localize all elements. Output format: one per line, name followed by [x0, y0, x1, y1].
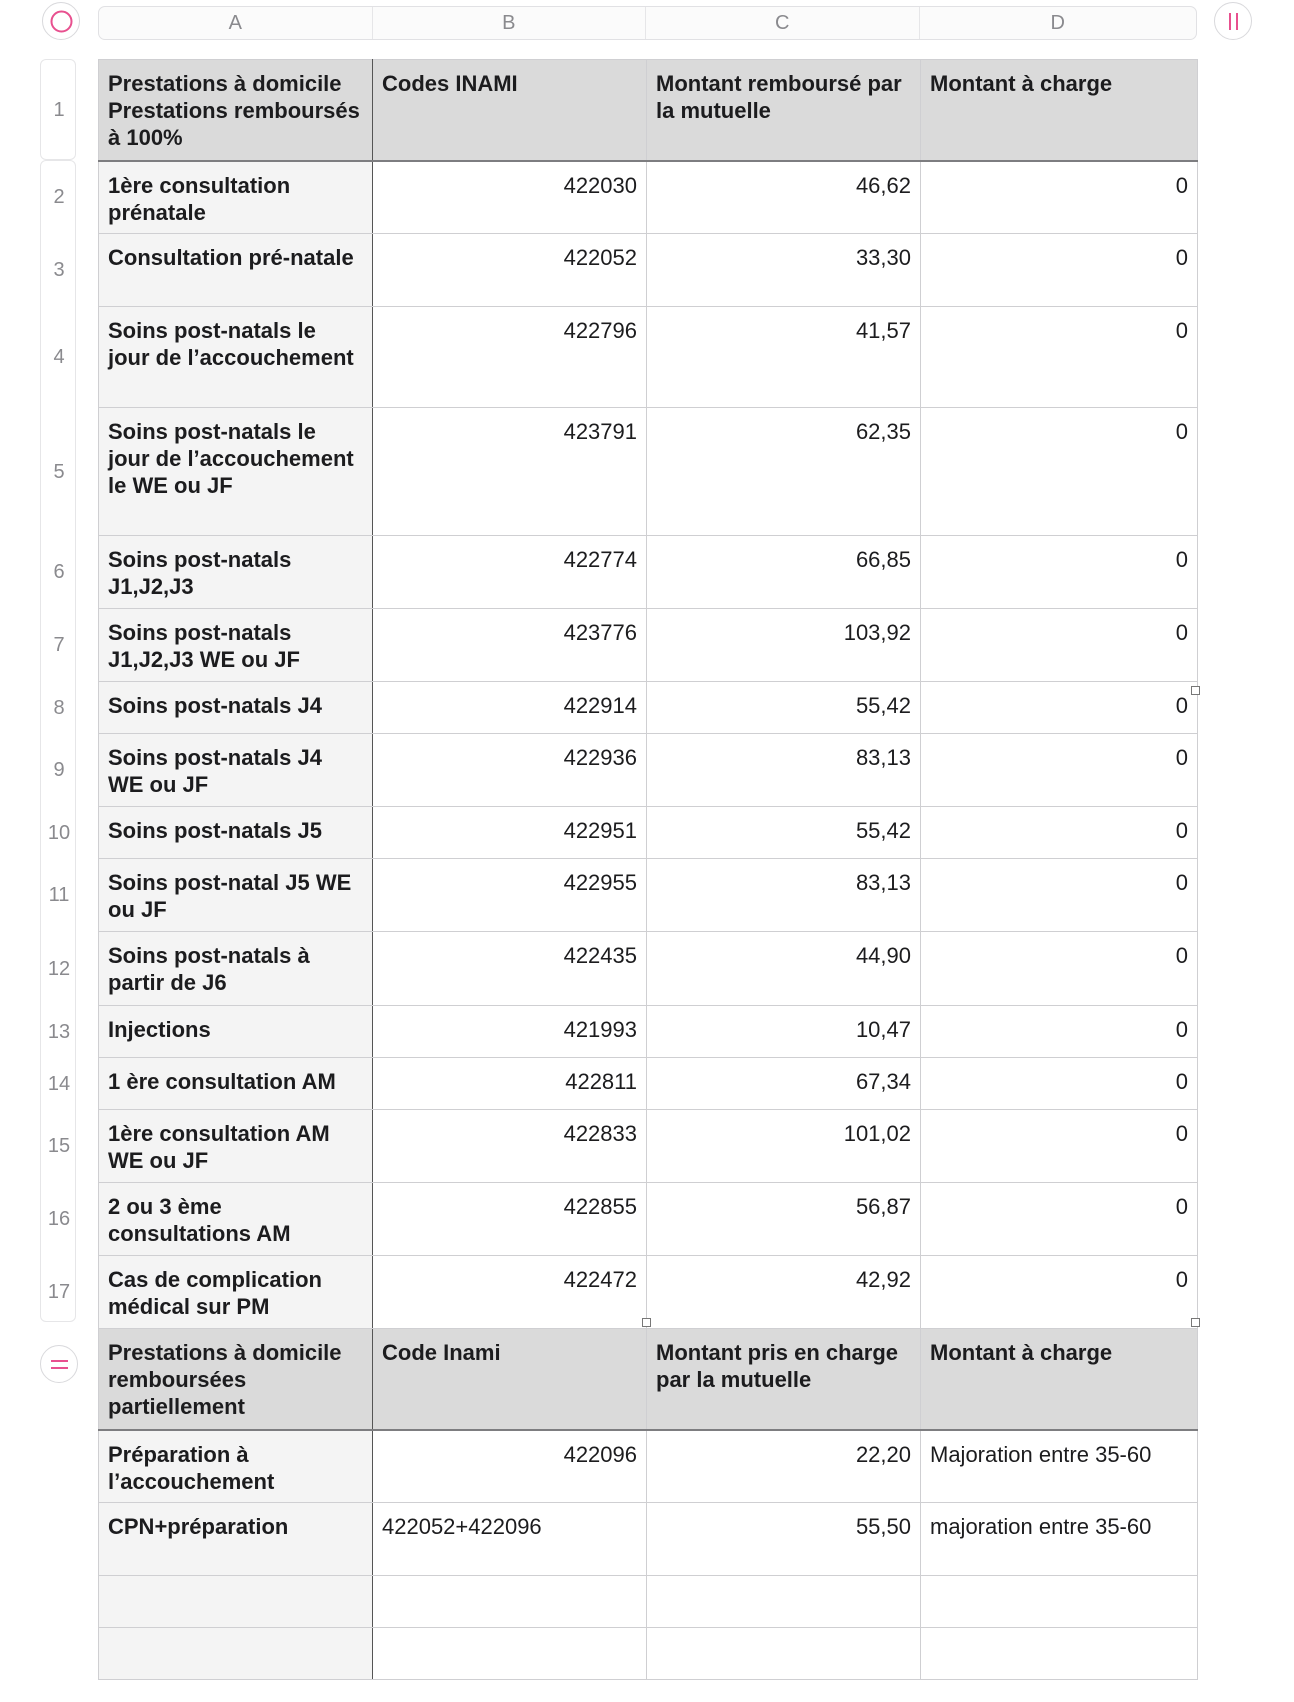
cell[interactable] — [373, 1628, 647, 1680]
column-header-d[interactable]: D — [1050, 11, 1065, 34]
cell[interactable]: 62,35 — [647, 408, 921, 536]
row-number[interactable]: 4 — [53, 346, 65, 368]
row-number[interactable]: 5 — [53, 460, 65, 483]
cell[interactable]: 103,92 — [647, 609, 921, 682]
cell[interactable] — [99, 1628, 373, 1680]
row-header-bar — [40, 160, 76, 1322]
cell[interactable]: Soins post-natals J5 — [99, 807, 373, 859]
cell[interactable]: 56,87 — [647, 1183, 921, 1256]
cell[interactable]: 0 — [921, 1058, 1198, 1110]
cell[interactable]: Soins post-natals le jour de l’accouchement — [99, 307, 373, 408]
cell[interactable]: 44,90 — [647, 932, 921, 1006]
cell[interactable]: 423791 — [373, 408, 647, 536]
cell[interactable]: Soins post-natals J1,J2,J3 WE ou JF — [99, 609, 373, 682]
cell[interactable]: 0 — [921, 536, 1198, 609]
table-row — [99, 1628, 1198, 1680]
cell[interactable]: 0 — [921, 932, 1198, 1006]
column-header-b[interactable]: B — [373, 7, 647, 39]
cell[interactable]: Soins post-natals à partir de J6 — [99, 932, 373, 1006]
select-table-button[interactable] — [42, 2, 80, 40]
cell[interactable]: 422774 — [373, 536, 647, 609]
cell[interactable]: 0 — [921, 734, 1198, 807]
cell[interactable]: Préparation à l’accouchement — [99, 1430, 373, 1503]
table-row — [99, 161, 1198, 234]
spreadsheet-table — [98, 59, 1198, 1680]
cell[interactable]: 33,30 — [647, 234, 921, 307]
cell[interactable]: 1ère consultation prénatale — [99, 161, 373, 234]
cell[interactable]: 41,57 — [647, 307, 921, 408]
cell[interactable]: 42,92 — [647, 1256, 921, 1329]
row-number[interactable]: 9 — [53, 759, 65, 781]
cell[interactable]: majoration entre 35-60 — [921, 1503, 1198, 1576]
cell[interactable]: Montant pris en charge par la mutuelle — [647, 1329, 921, 1430]
row-number[interactable]: 3 — [53, 259, 65, 281]
cell[interactable]: Injections — [99, 1006, 373, 1058]
cell[interactable]: Soins post-natals le jour de l’accouchement le WE ou JF — [99, 408, 373, 536]
cell[interactable]: Prestations à domicile remboursées partiellement — [99, 1329, 373, 1430]
cell[interactable]: 2 ou 3 ème consultations AM — [99, 1183, 373, 1256]
table-row — [99, 859, 1198, 932]
add-row-button[interactable] — [40, 1345, 78, 1383]
table-row — [99, 307, 1198, 408]
table-row — [99, 1110, 1198, 1183]
column-header-bar — [98, 6, 1197, 40]
table-row — [99, 1430, 1198, 1503]
table-row — [99, 734, 1198, 807]
cell[interactable] — [99, 1576, 373, 1628]
cell[interactable]: 1 ère consultation AM — [99, 1058, 373, 1110]
cell[interactable]: Montant à charge — [921, 1329, 1198, 1430]
row-number[interactable]: 7 — [53, 634, 65, 656]
table-row — [99, 1006, 1198, 1058]
cell[interactable]: Code Inami — [373, 1329, 647, 1430]
table-row — [99, 1183, 1198, 1256]
cell[interactable]: 0 — [921, 1183, 1198, 1256]
cell[interactable]: 0 — [921, 408, 1198, 536]
table-row — [99, 408, 1198, 536]
cell[interactable]: 422955 — [373, 859, 647, 932]
table-row — [99, 609, 1198, 682]
cell[interactable]: Codes INAMI — [373, 60, 647, 161]
cell[interactable]: 0 — [921, 609, 1198, 682]
table-row — [99, 536, 1198, 609]
row-number[interactable]: 8 — [53, 696, 65, 719]
cell[interactable]: 422811 — [373, 1058, 647, 1110]
cell[interactable]: 422052 — [373, 234, 647, 307]
column-handle-icon — [1215, 3, 1253, 41]
cell[interactable]: 0 — [921, 161, 1198, 234]
table-row — [99, 1058, 1198, 1110]
table-header-row — [99, 1329, 1198, 1430]
cell[interactable]: 0 — [921, 682, 1198, 734]
cell[interactable]: 0 — [921, 1256, 1198, 1329]
cell[interactable]: 0 — [921, 234, 1198, 307]
table-row — [99, 1503, 1198, 1576]
cell[interactable]: 83,13 — [647, 859, 921, 932]
table-row — [99, 932, 1198, 1006]
cell[interactable]: Prestations à domicile Prestations remboursés à 100% — [99, 60, 373, 161]
cell[interactable]: 55,50 — [647, 1503, 921, 1576]
table-row — [99, 1576, 1198, 1628]
cell[interactable]: 0 — [921, 1110, 1198, 1183]
cell[interactable]: Soins post-natals J4 — [99, 682, 373, 734]
cell[interactable]: Soins post-natals J1,J2,J3 — [99, 536, 373, 609]
row-number[interactable]: 14 — [47, 1072, 71, 1095]
row-header-1[interactable] — [40, 59, 76, 160]
row-number: 1 — [53, 99, 65, 121]
add-column-button[interactable] — [1214, 2, 1252, 40]
table-row — [99, 234, 1198, 307]
resize-handle[interactable] — [642, 1318, 651, 1327]
cell[interactable]: 422951 — [373, 807, 647, 859]
row-number[interactable]: 12 — [47, 957, 71, 980]
cell[interactable]: 422796 — [373, 307, 647, 408]
row-number[interactable]: 13 — [47, 1020, 71, 1043]
resize-handle[interactable] — [1191, 1318, 1200, 1327]
row-number[interactable]: 16 — [47, 1208, 71, 1230]
cell[interactable]: 422435 — [373, 932, 647, 1006]
cell[interactable]: 422052+422096 — [373, 1503, 647, 1576]
row-number[interactable]: 2 — [53, 186, 65, 208]
row-number[interactable]: 17 — [47, 1281, 71, 1303]
resize-handle[interactable] — [1191, 686, 1200, 695]
cell[interactable]: 83,13 — [647, 734, 921, 807]
cell[interactable]: 0 — [921, 859, 1198, 932]
table-row — [99, 807, 1198, 859]
cell[interactable]: Consultation pré-natale — [99, 234, 373, 307]
cell[interactable] — [921, 1576, 1198, 1628]
row-handle-icon — [41, 1346, 79, 1384]
cell[interactable]: 1ère consultation AM WE ou JF — [99, 1110, 373, 1183]
cell[interactable] — [647, 1576, 921, 1628]
cell[interactable]: Soins post-natals J4 WE ou JF — [99, 734, 373, 807]
cell[interactable]: 422833 — [373, 1110, 647, 1183]
cell[interactable]: 0 — [921, 1006, 1198, 1058]
cell[interactable]: 422914 — [373, 682, 647, 734]
cell[interactable]: 66,85 — [647, 536, 921, 609]
cell[interactable]: CPN+préparation — [99, 1503, 373, 1576]
cell[interactable]: 422030 — [373, 161, 647, 234]
cell[interactable]: 421993 — [373, 1006, 647, 1058]
table-header-row — [99, 60, 1198, 161]
row-number[interactable]: 10 — [47, 821, 71, 844]
circle-icon — [43, 3, 81, 41]
cell[interactable]: 0 — [921, 807, 1198, 859]
cell[interactable]: 422855 — [373, 1183, 647, 1256]
row-number[interactable]: 6 — [53, 561, 65, 583]
table-row — [99, 682, 1198, 734]
cell[interactable]: Montant à charge — [921, 60, 1198, 161]
cell[interactable]: 55,42 — [647, 682, 921, 734]
cell[interactable]: 0 — [921, 307, 1198, 408]
cell[interactable]: Cas de complication médical sur PM — [99, 1256, 373, 1329]
cell[interactable]: 67,34 — [647, 1058, 921, 1110]
cell[interactable]: 46,62 — [647, 161, 921, 234]
cell[interactable] — [647, 1628, 921, 1680]
cell[interactable]: 422472 — [373, 1256, 647, 1329]
cell[interactable]: 422096 — [373, 1430, 647, 1503]
cell[interactable]: 10,47 — [647, 1006, 921, 1058]
column-header-c[interactable]: C — [646, 7, 920, 39]
cell[interactable]: Majoration entre 35-60 — [921, 1430, 1198, 1503]
column-header-a[interactable]: A — [99, 7, 373, 39]
cell[interactable]: 422936 — [373, 734, 647, 807]
cell[interactable]: Montant remboursé par la mutuelle — [647, 60, 921, 161]
cell[interactable]: 22,20 — [647, 1430, 921, 1503]
cell[interactable] — [373, 1576, 647, 1628]
cell[interactable]: 101,02 — [647, 1110, 921, 1183]
cell[interactable]: 423776 — [373, 609, 647, 682]
row-number[interactable]: 15 — [47, 1135, 71, 1157]
cell[interactable] — [921, 1628, 1198, 1680]
cell[interactable]: 55,42 — [647, 807, 921, 859]
row-number[interactable]: 11 — [48, 884, 70, 906]
cell[interactable]: Soins post-natal J5 WE ou JF — [99, 859, 373, 932]
